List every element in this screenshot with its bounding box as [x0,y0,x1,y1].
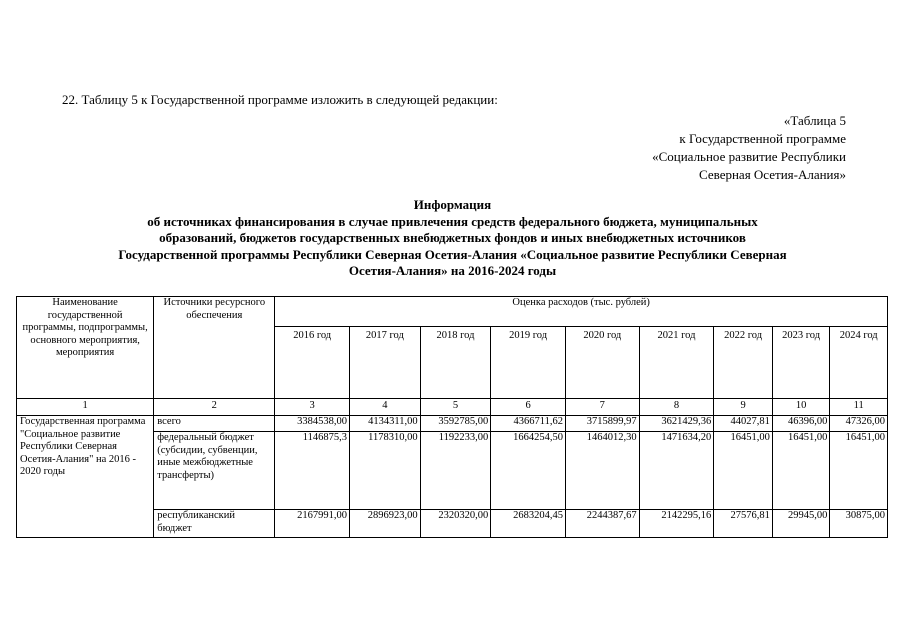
value-cell: 2167991,00 [275,510,350,538]
source-cell: федеральный бюджет (субсидии, субвенции, иные межбюджетные трансферты) [154,432,275,510]
year-header: 2023 год [772,327,830,399]
column-number: 1 [17,399,154,416]
table-reference [652,112,846,184]
year-header: 2016 год [275,327,350,399]
column-number: 2 [154,399,275,416]
column-number: 3 [275,399,350,416]
year-header: 2022 год [714,327,773,399]
title-line: Информация [413,197,492,212]
value-cell: 4134311,00 [350,416,421,432]
value-cell: 29945,00 [772,510,830,538]
source-cell: всего [154,416,275,432]
value-cell: 2142295,16 [639,510,714,538]
column-number: 9 [714,399,773,416]
value-cell: 2244387,67 [565,510,639,538]
value-cell: 2320320,00 [420,510,491,538]
year-header: 2017 год [350,327,421,399]
value-cell: 46396,00 [772,416,830,432]
column-number: 8 [639,399,714,416]
value-cell: 16451,00 [772,432,830,510]
value-cell: 44027,81 [714,416,773,432]
column-number: 7 [565,399,639,416]
value-cell: 3621429,36 [639,416,714,432]
year-header: 2021 год [639,327,714,399]
year-header: 2018 год [420,327,491,399]
year-header: 2024 год [830,327,888,399]
value-cell: 1146875,3 [275,432,350,510]
column-number: 6 [491,399,566,416]
value-cell: 27576,81 [714,510,773,538]
value-cell: 3592785,00 [420,416,491,432]
column-number: 5 [420,399,491,416]
document-title [40,197,865,280]
value-cell: 1464012,30 [565,432,639,510]
reference-line: Северная Осетия-Алания» [699,167,846,182]
year-header: 2019 год [491,327,566,399]
financing-table [16,296,888,538]
column-number-row [17,399,888,416]
value-cell: 1664254,50 [491,432,566,510]
value-cell: 1178310,00 [350,432,421,510]
value-cell: 47326,00 [830,416,888,432]
value-cell: 16451,00 [714,432,773,510]
title-line: Осетия-Алания» на 2016-2024 годы [348,263,557,278]
header-name-cell: Наименование государственной программы, подпрограммы, основного мероприятия, мероприятия [17,297,154,399]
value-cell: 4366711,62 [491,416,566,432]
title-line: об источниках финансирования в случае привлечения средств федерального бюджета, муниципальных [147,213,758,229]
header-estimate-cell: Оценка расходов (тыс. рублей) [275,297,888,327]
value-cell: 3715899,97 [565,416,639,432]
value-cell: 3384538,00 [275,416,350,432]
value-cell: 1192233,00 [420,432,491,510]
value-cell: 16451,00 [830,432,888,510]
header-source-cell: Источники ресурсного обеспечения [154,297,275,399]
value-cell: 1471634,20 [639,432,714,510]
program-name-cell: Государственная программа "Социальное развитие Республики Северная Осетия-Алания" на 2016 - 2020 годы [17,416,154,538]
value-cell: 2896923,00 [350,510,421,538]
value-cell: 30875,00 [830,510,888,538]
table-row [17,416,888,432]
intro-paragraph: 22. Таблицу 5 к Государственной программе изложить в следующей редакции: [62,92,498,107]
source-cell: республиканский бюджет [154,510,275,538]
year-header: 2020 год [565,327,639,399]
column-number: 10 [772,399,830,416]
reference-line: к Государственной программе [679,131,846,146]
column-number: 11 [830,399,888,416]
column-number: 4 [350,399,421,416]
value-cell: 2683204,45 [491,510,566,538]
title-line: образований, бюджетов государственных внебюджетных фондов и иных внебюджетных источников [159,230,746,245]
reference-line: «Таблица 5 [783,113,846,128]
title-line: Государственной программы Республики Северная Осетия-Алания «Социальное развитие Республики Северная [118,246,787,262]
reference-line: «Социальное развитие Республики [652,149,846,164]
